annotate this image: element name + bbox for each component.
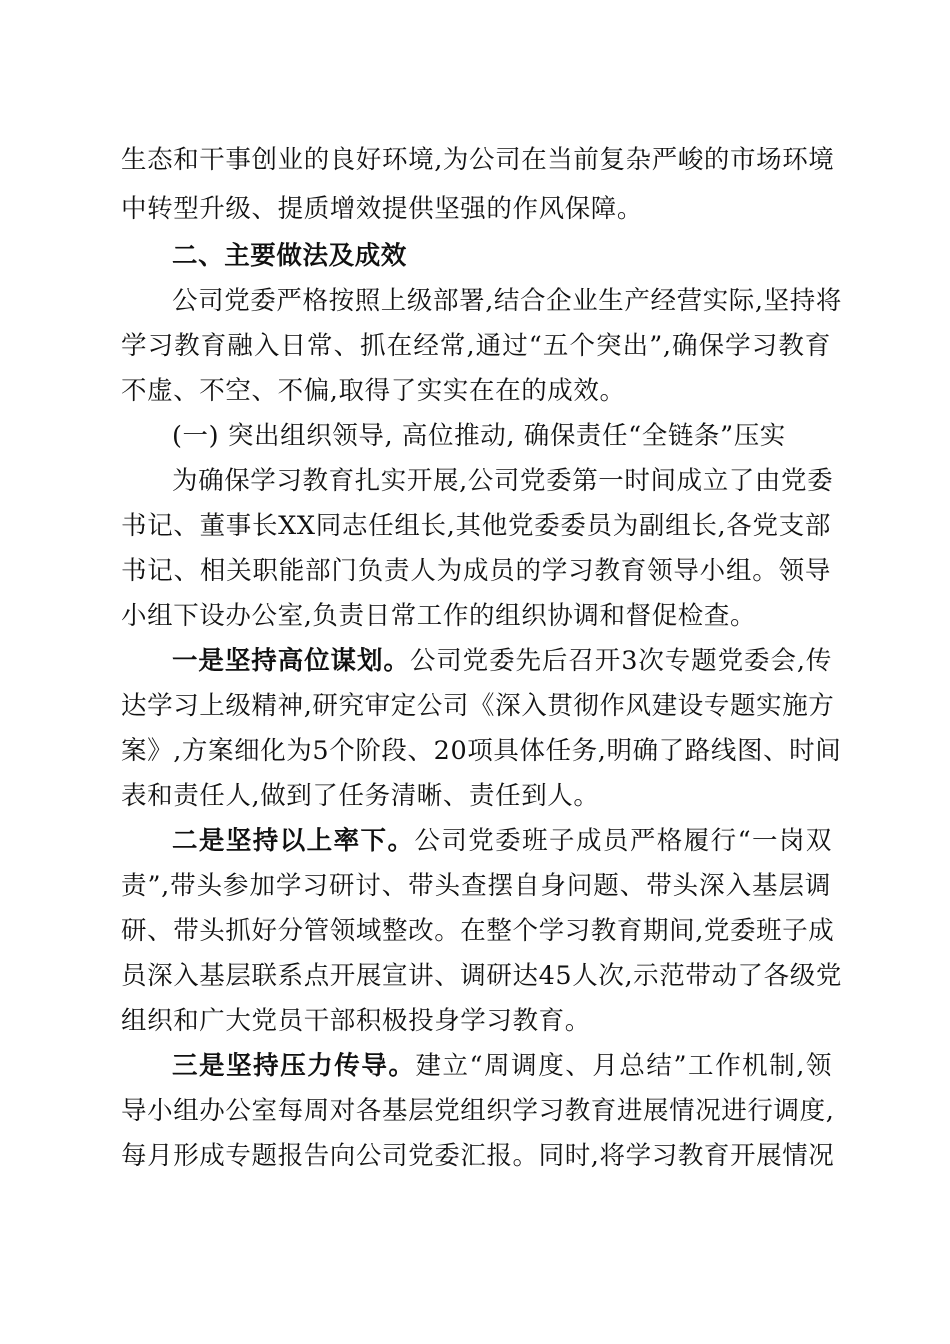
- section-heading: 二、主要做法及成效: [172, 241, 407, 271]
- para5-line-3: 研、带头抓好分管领域整改。在整个学习教育期间,党委班子成: [121, 916, 835, 946]
- para6-line-2: 导小组办公室每周对各基层党组织学习教育进展情况进行调度,: [121, 1096, 835, 1126]
- subheading-1: (一) 突出组织领导, 高位推动, 确保责任“全链条”压实: [172, 421, 786, 451]
- para3-line-4: 小组下设办公室,负责日常工作的组织协调和督促检查。: [121, 601, 757, 631]
- para4-lead: 一是坚持高位谋划。: [172, 646, 410, 676]
- para3-line-3: 书记、相关职能部门负责人为成员的学习教育领导小组。领导: [121, 556, 831, 586]
- para3-line-1: 为确保学习教育扎实开展,公司党委第一时间成立了由党委: [172, 466, 834, 496]
- para2-line-3: 不虚、不空、不偏,取得了实实在在的成效。: [121, 376, 626, 406]
- para2-line-1: 公司党委严格按照上级部署,结合企业生产经营实际,坚持将: [172, 286, 842, 316]
- para1-line-1: 生态和干事创业的良好环境,为公司在当前复杂严峻的市场环境: [121, 145, 835, 175]
- para5-line-5: 组织和广大党员干部积极投身学习教育。: [121, 1006, 591, 1036]
- para1-line-2: 中转型升级、提质增效提供坚强的作风保障。: [121, 194, 644, 224]
- para4-line-2: 达学习上级精神,研究审定公司《深入贯彻作风建设专题实施方: [121, 691, 835, 721]
- para4-first-rest: 公司党委先后召开3次专题党委会,传: [409, 646, 833, 676]
- para3-line-2: 书记、董事长XX同志任组长,其他党委委员为副组长,各党支部: [121, 511, 831, 541]
- para6-line-3: 每月形成专题报告向公司党委汇报。同时,将学习教育开展情况: [121, 1141, 835, 1171]
- para5-lead: 二是坚持以上率下。: [172, 826, 415, 856]
- para6-lead: 三是坚持压力传导。: [172, 1051, 416, 1081]
- para4-line-4: 表和责任人,做到了任务清晰、责任到人。: [121, 781, 600, 811]
- para4-line-1: [172, 643, 832, 679]
- para5-line-2: 责”,带头参加学习研讨、带头查摆自身问题、带头深入基层调: [121, 871, 831, 901]
- para5-first-rest: 公司党委班子成员严格履行“一岗双: [414, 826, 832, 856]
- para2-line-2: 学习教育融入日常、抓在经常,通过“五个突出”,确保学习教育: [121, 331, 831, 361]
- para5-line-1: [172, 823, 832, 859]
- para6-first-rest: 建立“周调度、月总结”工作机制,领: [415, 1051, 832, 1081]
- para5-line-4: 员深入基层联系点开展宣讲、调研达45人次,示范带动了各级党: [121, 961, 842, 991]
- para4-line-3: 案》,方案细化为5个阶段、20项具体任务,明确了路线图、时间: [121, 736, 842, 766]
- para6-line-1: [172, 1048, 832, 1084]
